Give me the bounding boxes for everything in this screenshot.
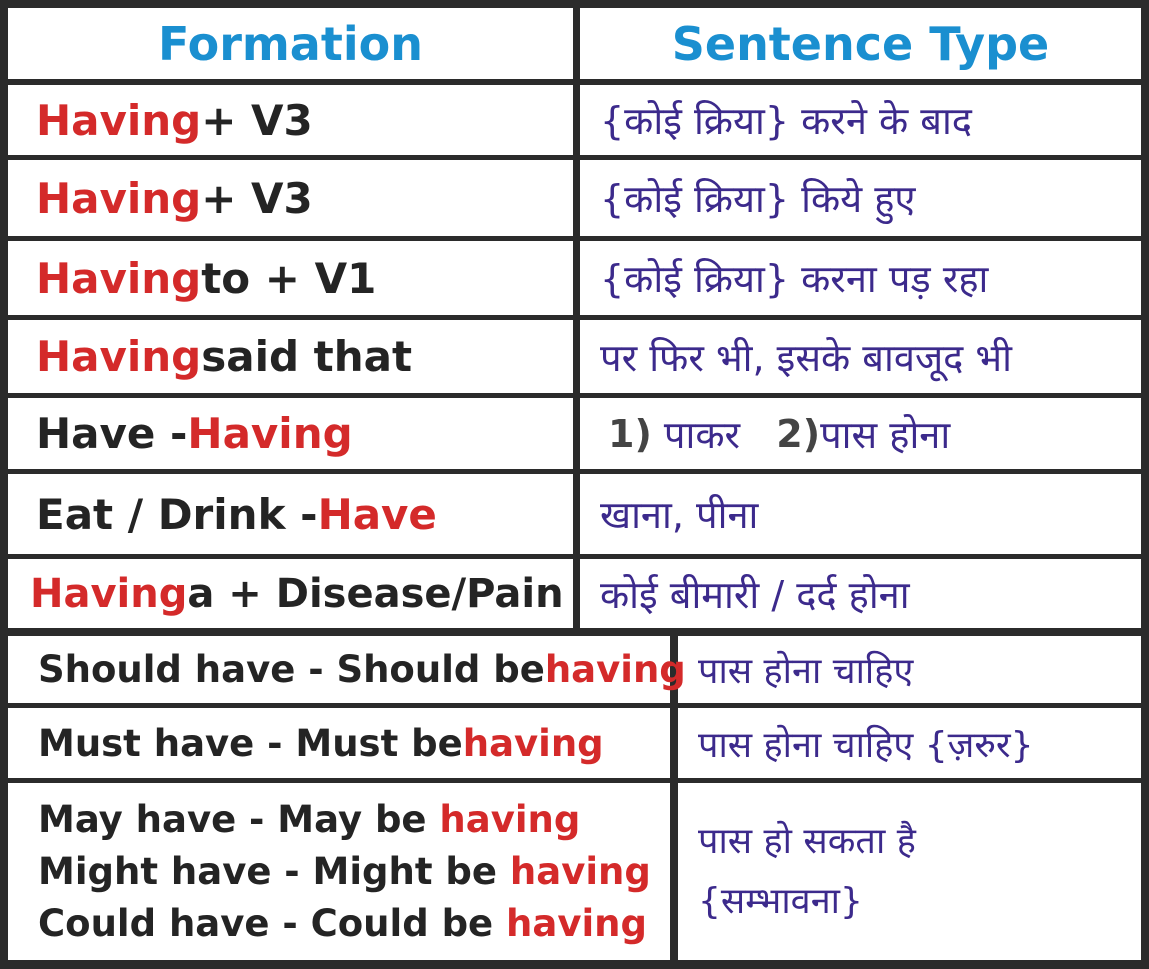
item-number: 1)	[608, 411, 652, 456]
highlight-word: having	[462, 721, 604, 765]
highlight-word: Having	[36, 95, 202, 145]
sentence-type-cell: खाना, पीना	[600, 493, 759, 537]
formation-text: May have - May be	[38, 797, 440, 841]
header-formation: Formation	[158, 16, 423, 71]
formation-cell	[8, 708, 670, 778]
table-border-left	[0, 0, 8, 969]
formation-text: Could have - Could be	[38, 901, 507, 945]
highlight-word: having	[439, 797, 581, 841]
formation-text: Eat / Drink -	[36, 489, 318, 539]
formation-cell	[8, 241, 573, 315]
formation-cell	[8, 636, 686, 703]
formation-text: Might have - Might be	[38, 849, 510, 893]
highlight-word: Having	[36, 253, 202, 303]
sentence-type-cell: {कोई क्रिया} किये हुए	[600, 177, 916, 221]
formation-cell	[8, 398, 573, 469]
highlight-word: having	[544, 648, 686, 691]
formation-cell	[8, 559, 573, 628]
highlight-word: Have	[317, 489, 437, 539]
item-number: 2)	[776, 411, 821, 456]
sentence-type-cell: कोई बीमारी / दर्द होना	[600, 572, 910, 617]
sentence-type-cell	[580, 398, 1141, 469]
meaning-text: पास होना	[820, 412, 951, 457]
highlight-word: Having	[187, 409, 353, 458]
column-divider	[573, 0, 580, 632]
meaning-line: {सम्भावना}	[698, 880, 863, 922]
formation-cell	[8, 320, 573, 393]
meaning-text: पाकर	[651, 412, 777, 457]
highlight-word: Having	[30, 570, 188, 617]
formation-text: a + Disease/Pain	[187, 570, 564, 617]
formation-text: Should have - Should be	[38, 648, 545, 691]
formation-cell	[8, 85, 573, 155]
sentence-type-cell: पास होना चाहिए	[698, 651, 914, 692]
formation-line	[38, 794, 580, 846]
highlight-word: having	[506, 901, 647, 945]
highlight-word: Having	[36, 332, 202, 381]
highlight-word: Having	[36, 173, 202, 223]
formation-cell	[8, 783, 670, 960]
sentence-type-cell	[678, 783, 1141, 960]
formation-text: + V3	[201, 95, 313, 145]
formation-text: said that	[201, 332, 413, 381]
table-border-right	[1141, 0, 1149, 969]
meaning-line: पास हो सकता है	[698, 820, 916, 862]
sentence-type-cell: {कोई क्रिया} करना पड़ रहा	[600, 257, 989, 301]
formation-cell	[8, 474, 573, 554]
formation-text: Have -	[36, 409, 188, 458]
highlight-word: having	[509, 849, 651, 893]
formation-text: to + V1	[201, 253, 377, 303]
header-sentence-type: Sentence Type	[671, 16, 1050, 71]
formation-text: Must have - Must be	[38, 721, 463, 765]
sentence-type-cell: {कोई क्रिया} करने के बाद	[600, 99, 972, 143]
formation-cell	[8, 160, 573, 236]
formation-text: + V3	[201, 173, 313, 223]
formation-line	[38, 846, 651, 898]
table-border-bottom	[0, 960, 1149, 969]
sentence-type-cell: पर फिर भी, इसके बावजूद भी	[600, 335, 1012, 380]
sentence-type-cell: पास होना चाहिए {ज़रुर}	[698, 724, 1034, 766]
formation-line	[38, 898, 647, 950]
